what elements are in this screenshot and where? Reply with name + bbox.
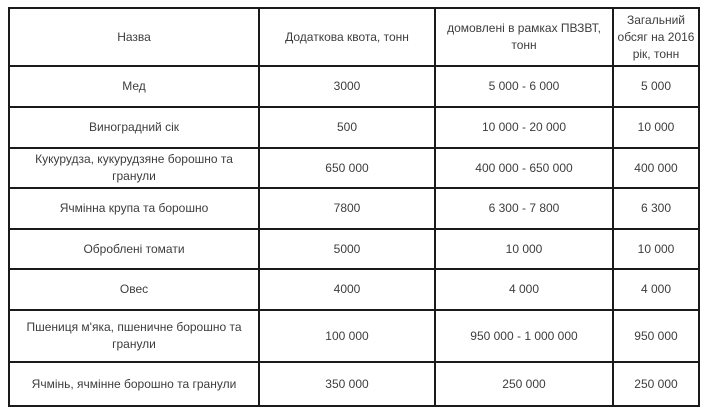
cell-total: 250 000	[613, 362, 699, 406]
table-row	[9, 188, 699, 229]
cell-total: 400 000	[613, 148, 699, 188]
table-row	[9, 229, 699, 269]
table-row	[9, 107, 699, 148]
table-row	[9, 66, 699, 107]
quota-table	[8, 7, 700, 407]
cell-name: Оброблені томати	[9, 229, 259, 269]
cell-additional-quota: 350 000	[259, 362, 435, 406]
header-name: Назва	[9, 8, 259, 66]
table-header-row	[9, 8, 699, 66]
cell-total: 5 000	[613, 66, 699, 107]
cell-agreed: 6 300 - 7 800	[435, 188, 613, 229]
cell-name: Кукурудза, кукурудзяне борошно та гранули	[9, 148, 259, 188]
cell-additional-quota: 500	[259, 107, 435, 148]
cell-agreed: 950 000 - 1 000 000	[435, 310, 613, 362]
table-row	[9, 269, 699, 310]
cell-name: Виноградний сік	[9, 107, 259, 148]
table-row	[9, 310, 699, 362]
cell-additional-quota: 3000	[259, 66, 435, 107]
cell-agreed: 250 000	[435, 362, 613, 406]
cell-name: Ячмінна крупа та борошно	[9, 188, 259, 229]
cell-name: Пшениця м'яка, пшеничне борошно та гранули	[9, 310, 259, 362]
cell-name: Ячмінь, ячмінне борошно та гранули	[9, 362, 259, 406]
table-row	[9, 148, 699, 188]
cell-total: 10 000	[613, 107, 699, 148]
cell-name: Овес	[9, 269, 259, 310]
cell-agreed: 10 000	[435, 229, 613, 269]
cell-agreed: 400 000 - 650 000	[435, 148, 613, 188]
cell-total: 950 000	[613, 310, 699, 362]
cell-name: Мед	[9, 66, 259, 107]
cell-agreed: 4 000	[435, 269, 613, 310]
cell-additional-quota: 100 000	[259, 310, 435, 362]
cell-additional-quota: 5000	[259, 229, 435, 269]
cell-total: 10 000	[613, 229, 699, 269]
header-additional-quota: Додаткова квота, тонн	[259, 8, 435, 66]
cell-total: 6 300	[613, 188, 699, 229]
cell-additional-quota: 650 000	[259, 148, 435, 188]
cell-additional-quota: 7800	[259, 188, 435, 229]
header-agreed-dcfta: домовлені в рамках ПВЗВТ, тонн	[435, 8, 613, 66]
table-row	[9, 362, 699, 406]
cell-additional-quota: 4000	[259, 269, 435, 310]
header-total-2016: Загальний обсяг на 2016 рік, тонн	[613, 8, 699, 66]
quota-table-container	[8, 7, 700, 407]
cell-agreed: 10 000 - 20 000	[435, 107, 613, 148]
cell-total: 4 000	[613, 269, 699, 310]
cell-agreed: 5 000 - 6 000	[435, 66, 613, 107]
